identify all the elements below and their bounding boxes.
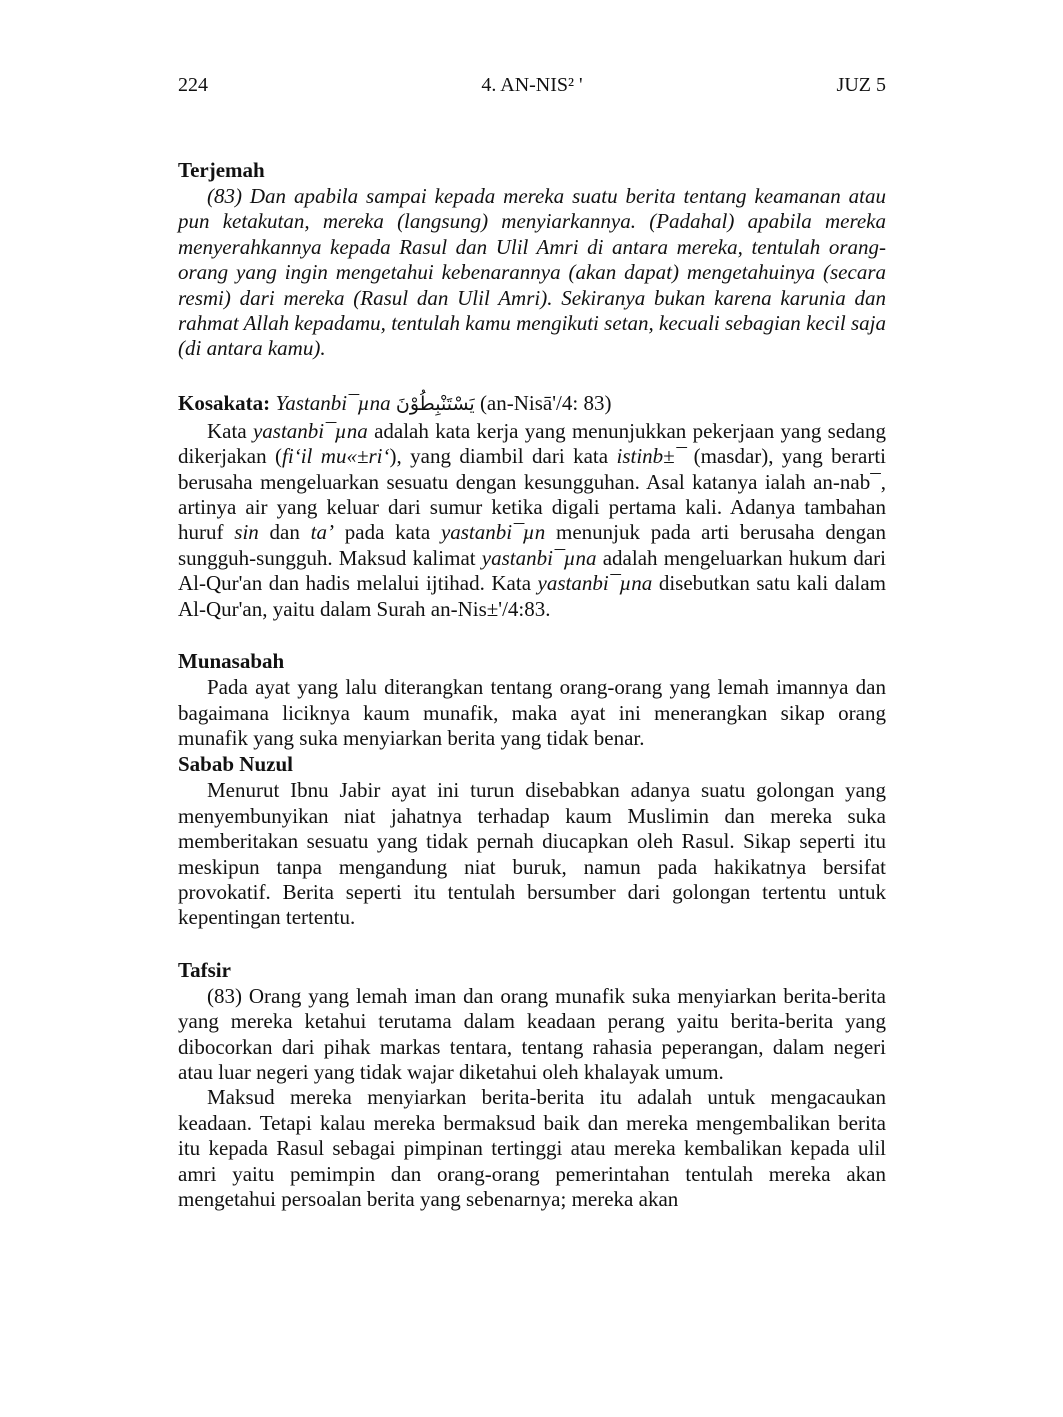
munasabah-heading: Munasabah — [178, 649, 285, 674]
kosakata-text: Kata yastanbi¯µna adalah kata kerja yang menunjukkan pekerjaan yang sedang dikerjakan (fi‘il mu«±ri‘), yang diambil dari kata istinb±¯ (masdar), yang berarti berusaha mengeluarkan sesuatu dengan kesungguhan. Asal katanya ialah an-nab¯, artinya air yang keluar dari sumur ketika digali pertama kali. Adanya tambahan huruf sin dan ta’ pada kata yastanbi¯µn menunjuk pada arti berusaha dengan sungguh-sungguh. Maksud kalimat yastanbi¯µna adalah mengeluarkan hukum dari Al-Qur'an dan hadis melalui ijtihad. Kata yastanbi¯µna disebutkan satu kali dalam Al-Qur'an, yaitu dalam Surah an-Nis±'/4:83. — [178, 418, 886, 621]
chapter-title: 4. AN-NIS² ' — [481, 74, 583, 96]
page-number: 224 — [178, 74, 208, 96]
kosakata-reference: (an-Nisā'/4: 83) — [479, 390, 612, 415]
tafsir-paragraph-2: Maksud mereka menyiarkan berita-berita itu adalah untuk mengacaukan keadaan. Tetapi kalau mereka bermaksud baik dan mereka mengembalikan berita itu kepada Rasul sebagai pimpinan tertinggi atau mereka kembalikan kepada ulil amri yaitu pemimpin dan orang-orang pemerintahan tentulah mereka akan mengetahui persoalan berita yang sebenarnya; mereka akan — [178, 1085, 886, 1211]
kosakata-line — [178, 388, 886, 419]
terjemah-section — [178, 157, 886, 362]
sabab-nuzul-heading: Sabab Nuzul — [178, 752, 293, 777]
page-header — [178, 72, 886, 98]
tafsir-paragraph-1: (83) Orang yang lemah iman dan orang munafik suka menyiarkan berita-berita yang mereka ketahui terutama dalam keadaan perang yaitu berita-berita yang dibocorkan dari pihak markas tentara, tentang rahasia peperangan, dalam negeri atau luar negeri yang tidak wajar diketahui oleh khalayak umum. — [178, 983, 886, 1084]
terjemah-text: (83) Dan apabila sampai kepada mereka suatu berita tentang keamanan atau pun ketakutan, mereka (langsung) menyiarkannya. (Padahal) apabila mereka menyerahkannya kepada Rasul dan Ulil Amri di antara mereka, tentulah orang-orang yang ingin mengetahui kebenarannya (akan dapat) mengetahuinya (secara resmi) dari mereka (Rasul dan Ulil Amri). Sekiranya bukan karena karunia dan rahmat Allah kepadamu, tentulah kamu mengikuti setan, kecuali sebagian kecil saja (di antara kamu). — [178, 184, 886, 361]
terjemah-heading: Terjemah — [178, 158, 265, 182]
sabab-nuzul-text: Menurut Ibnu Jabir ayat ini turun disebabkan adanya suatu golongan yang menyembunyikan niat jahatnya terhadap kaum Muslimin dan mereka suka memberitakan sesuatu yang tidak pernah diucapkan oleh Rasul. Sikap seperti itu meskipun tanpa mengandung niat buruk, namun pada hakikatnya bersifat provokatif. Berita seperti itu tentulah bersumber dari golongan tertentu untuk kepentingan tertentu. — [178, 778, 886, 930]
munasabah-section — [178, 648, 886, 751]
kosakata-section — [178, 388, 886, 622]
munasabah-text: Pada ayat yang lalu diterangkan tentang orang-orang yang lemah imannya dan bagaimana liciknya kaum munafik, maka ayat ini menerangkan sikap orang munafik yang suka menyiarkan berita yang tidak benar. — [178, 675, 886, 750]
page-content — [178, 157, 886, 1212]
kosakata-label: Kosakata: — [178, 390, 271, 415]
kosakata-term: Yastanbi¯µna — [275, 390, 391, 415]
juz-label: JUZ 5 — [836, 74, 886, 96]
kosakata-arabic: يَسْتَنْبِطُوْنَ — [395, 392, 475, 415]
tafsir-section — [178, 957, 886, 1213]
sabab-nuzul-section — [178, 751, 886, 930]
tafsir-heading: Tafsir — [178, 957, 231, 982]
